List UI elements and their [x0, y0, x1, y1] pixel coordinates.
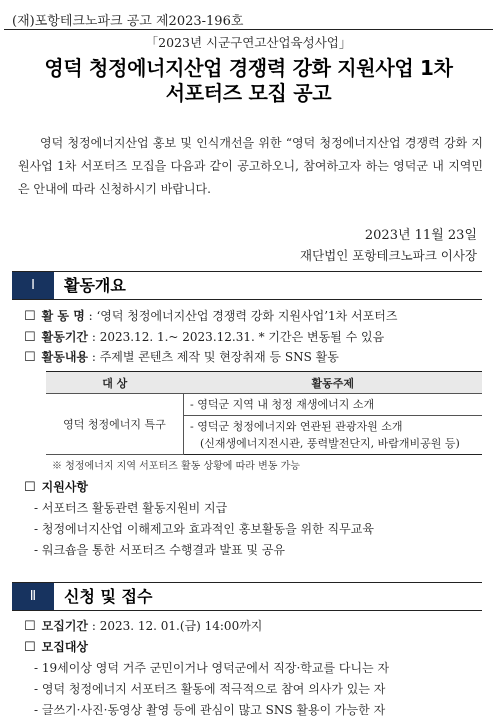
- table-category-cell: 영덕 청정에너지 특구: [46, 394, 184, 455]
- table-note: ※ 청정에너지 지역 서포터즈 활동 상황에 따라 변동 가능: [52, 461, 300, 472]
- activity-name-label: 활 동 명: [41, 309, 85, 323]
- issuer: 재단법인 포항테크노파크 이사장: [300, 248, 477, 263]
- announcement-date: 2023년 11월 23일: [364, 228, 477, 243]
- activity-period-value: : 2023.12. 1.~ 2023.12.31. * 기간은 변동될 수 있음: [88, 330, 385, 344]
- activity-content-label: 활동내용: [41, 350, 89, 364]
- checkbox-icon: ☐: [24, 619, 36, 634]
- table-header-target: 대 상: [46, 372, 184, 394]
- header-divider: [4, 29, 493, 30]
- document-title: [0, 56, 497, 106]
- activity-content-line: [24, 348, 339, 365]
- list-item: - 서포터즈 활동관련 활동지원비 지급: [34, 501, 228, 515]
- activity-table: [46, 371, 482, 455]
- topic-line: - 영덕군 청정에너지와 연관된 관광자원 소개: [190, 420, 403, 433]
- activity-period-label: 활동기간: [41, 330, 89, 344]
- notice-number: (재)포항테크노파크 공고 제2023-196호: [12, 14, 244, 29]
- list-item: - 워크숍을 통한 서포터즈 수행결과 발표 및 공유: [34, 543, 286, 557]
- table-header-topic: 활동주제: [184, 372, 483, 394]
- topic-line-detail: (신재생에너지전시관, 풍력발전단지, 바람개비공원 등): [200, 437, 460, 450]
- list-item: - 청정에너지산업 이해제고와 효과적인 홍보활동을 위한 직무교육: [34, 522, 374, 536]
- checkbox-icon: ☐: [24, 350, 36, 365]
- support-label: 지원사항: [41, 480, 89, 494]
- list-item: - 19세이상 영덕 거주 군민이거나 영덕군에서 직장·학교를 다니는 자: [34, 661, 390, 675]
- checkbox-icon: ☐: [24, 330, 36, 345]
- activity-content-value: : 주제별 콘텐츠 제작 및 현장취재 등 SNS 활동: [88, 350, 339, 364]
- recruitment-period-line: [24, 617, 262, 634]
- recruitment-period-value: : 2023. 12. 01.(금) 14:00까지: [88, 619, 263, 633]
- recruitment-period-label: 모집기간: [41, 619, 89, 633]
- list-item: - 영덕 청정에너지 서포터즈 활동에 적극적으로 참여 의사가 있는 자: [34, 682, 386, 696]
- checkbox-icon: ☐: [24, 640, 36, 655]
- title-line-1: 영덕 청정에너지산업 경쟁력 강화 지원사업 1차: [44, 56, 453, 80]
- activity-name-line: [24, 307, 397, 324]
- table-topic-cell: [184, 416, 483, 455]
- program-name: 「2023년 시군구연고산업육성사업」: [145, 35, 352, 50]
- intro-paragraph: 영덕 청정에너지산업 홍보 및 인식개선을 위한 “영덕 청정에너지산업 경쟁력 강화 지원사업 1차 서포터즈 모집을 다음과 같이 공고하오니, 참여하고자 하는 영덕군 내 지역민은 안내에 따라 신청하시기 바랍니다.: [18, 136, 483, 196]
- topic-line: - 영덕군 지역 내 청정 재생에너지 소개: [190, 398, 375, 411]
- section-1-title: 활동개요: [64, 276, 126, 295]
- section-1-number: Ⅰ: [12, 272, 54, 299]
- checkbox-icon: ☐: [24, 309, 36, 324]
- table-topic-cell: [184, 394, 483, 416]
- section-1-header: [12, 271, 482, 300]
- support-heading: [24, 478, 88, 495]
- table-row: [46, 394, 482, 416]
- recruitment-target-heading: [24, 638, 88, 655]
- list-item: - 글쓰기·사진·동영상 촬영 등에 관심이 많고 SNS 활용이 가능한 자: [34, 703, 386, 717]
- section-2-number: Ⅱ: [12, 583, 54, 610]
- checkbox-icon: ☐: [24, 480, 36, 495]
- section-2-header: [12, 582, 482, 611]
- recruitment-target-label: 모집대상: [41, 640, 89, 654]
- table-header-row: [46, 372, 482, 394]
- title-line-2: 서포터즈 모집 공고: [165, 81, 332, 105]
- section-2-title: 신청 및 접수: [64, 587, 153, 606]
- activity-name-value: : ‘영덕 청정에너지산업 경쟁력 강화 지원사업’1차 서포터즈: [84, 309, 398, 323]
- activity-period-line: [24, 328, 384, 345]
